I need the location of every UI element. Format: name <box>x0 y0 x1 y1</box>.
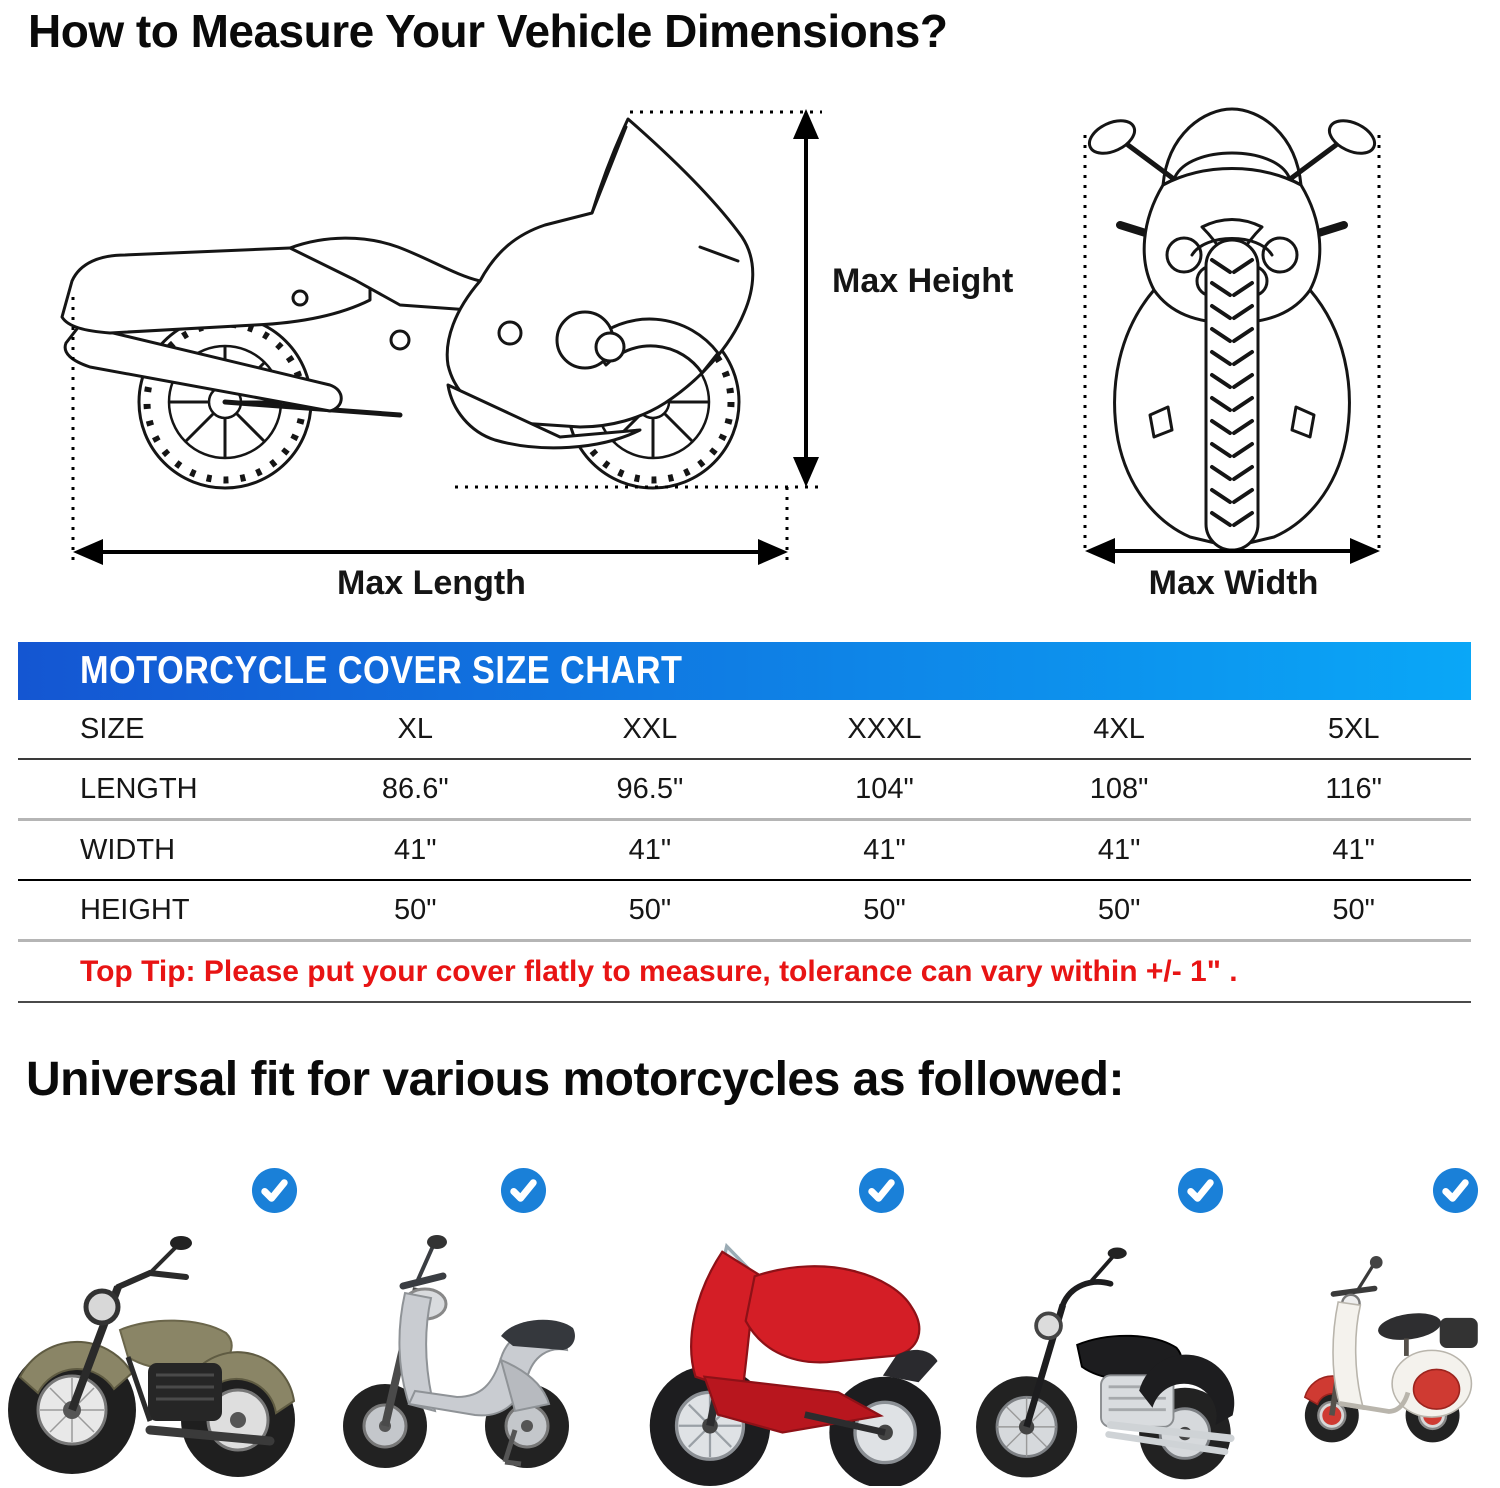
cell-length-xl: 86.6" <box>381 772 449 805</box>
row-label-height: HEIGHT <box>80 893 190 926</box>
row-label-width: WIDTH <box>80 833 176 866</box>
col-header-5xl: 5XL <box>1327 712 1380 745</box>
page-title: How to Measure Your Vehicle Dimensions? <box>28 5 948 57</box>
col-header-size: SIZE <box>80 712 145 745</box>
table-row <box>18 821 1471 881</box>
size-chart-header-text: MOTORCYCLE COVER SIZE CHART <box>80 649 683 692</box>
cell-height-4xl: 50" <box>1097 893 1141 926</box>
cell-width-5xl: 41" <box>1332 833 1375 866</box>
check-icon <box>251 1167 298 1214</box>
front-view-motorcycle-drawing <box>1084 109 1379 550</box>
max-length-label: Max Length <box>337 564 526 602</box>
cell-length-xxl: 96.5" <box>616 772 684 805</box>
cell-width-xxxl: 41" <box>863 833 906 866</box>
cell-height-xxl: 50" <box>628 893 672 926</box>
cell-height-5xl: 50" <box>1332 893 1375 926</box>
cell-length-xxxl: 104" <box>855 772 914 805</box>
col-header-xxxl: XXXL <box>847 712 922 745</box>
scooter-modern-gray-image <box>305 1212 605 1484</box>
col-header-xxl: XXL <box>622 712 678 745</box>
row-label-length: LENGTH <box>80 772 198 805</box>
cell-height-xl: 50" <box>394 893 437 926</box>
check-icon <box>1177 1167 1224 1214</box>
cell-width-xl: 41" <box>394 833 437 866</box>
scooter-vintage-red-white-image <box>1262 1212 1500 1484</box>
size-chart-header <box>18 642 1471 700</box>
max-width-label: Max Width <box>1148 564 1319 602</box>
cruiser-black-image <box>945 1238 1257 1486</box>
cruiser-bobber-olive-image <box>0 1225 300 1485</box>
size-chart-table <box>18 642 1471 1003</box>
size-chart-columns-row <box>18 700 1471 760</box>
check-icon <box>500 1167 547 1214</box>
col-header-xl: XL <box>397 712 434 745</box>
table-row <box>18 881 1471 942</box>
size-chart-tip: Top Tip: Please put your cover flatly to measure, tolerance can vary within +/- 1" . <box>18 942 1471 1003</box>
cell-length-5xl: 116" <box>1325 772 1382 805</box>
check-icon <box>1432 1167 1479 1214</box>
measure-diagram <box>0 85 1500 640</box>
cell-width-4xl: 41" <box>1097 833 1141 866</box>
sportbike-red-image <box>615 1196 950 1486</box>
max-height-label: Max Height <box>832 262 1014 300</box>
side-view-motorcycle-drawing <box>62 119 753 488</box>
universal-fit-heading: Universal fit for various motorcycles as followed: <box>26 1053 1124 1106</box>
cell-width-xxl: 41" <box>628 833 672 866</box>
table-row <box>18 760 1471 821</box>
cell-length-4xl: 108" <box>1089 772 1149 805</box>
col-header-4xl: 4XL <box>1093 712 1145 745</box>
cell-height-xxxl: 50" <box>863 893 906 926</box>
